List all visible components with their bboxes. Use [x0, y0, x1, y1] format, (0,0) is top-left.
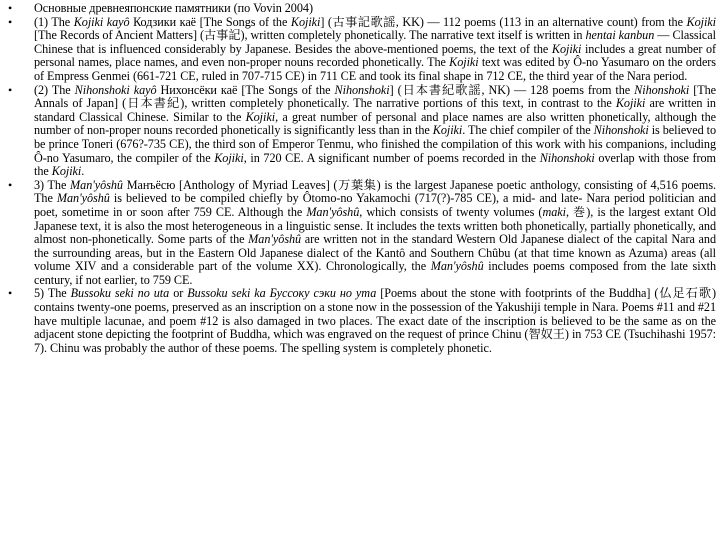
- italic-title-text: Kojiki: [449, 55, 479, 70]
- body-text: 3) The: [34, 177, 71, 192]
- body-text: or: [169, 286, 188, 301]
- list-item-0: [0, 2, 720, 16]
- body-text: [The Records of Ancient Matters] (古事記), written completely phonetically. The narrative text itself is written in: [34, 28, 586, 43]
- list-item-1-kojiki: [0, 16, 720, 84]
- italic-title-text: Man'yôshû: [56, 191, 110, 206]
- italic-title-text: Man'yôshû: [248, 232, 302, 247]
- body-text: , which consists of twenty volumes (: [359, 204, 543, 219]
- italic-title-text: Nihonshoki kayô: [74, 82, 157, 97]
- body-text: are written in standard Classical Chinese. Similar to the: [34, 96, 716, 124]
- body-text: 5) The: [34, 286, 71, 301]
- list-item-text: [34, 15, 716, 83]
- list-item-text: [34, 1, 313, 15]
- list-item-text: [34, 178, 716, 287]
- italic-title-text: Kojiki: [551, 41, 582, 56]
- italic-title-text: Kojiki: [615, 96, 646, 111]
- list-item-2-nihonshoki: [0, 84, 720, 179]
- list-item-text: [34, 286, 716, 354]
- italic-title-text: Bussoku seki ka Буссоку сэки но ута: [187, 286, 377, 301]
- body-text: text was edited by Ô-no Yasumaro on the orders of Empress Genmei (661-721 CE, ruled in 707-715 CE) in 711 CE and took its final shape in 712 CE, the third year of the Nara period.: [34, 55, 717, 83]
- bullet-marker: •: [8, 177, 13, 192]
- body-text: overlap with those from the: [34, 150, 716, 179]
- body-text: . The chief compiler of the: [462, 123, 594, 138]
- body-text: ] (日本書紀歌謡, NK) — 128 poems from the: [389, 82, 635, 97]
- list-item-text: [34, 83, 716, 179]
- body-text: includes poems composed from the late sixth century, if not earlier, to 759 CE.: [34, 259, 716, 287]
- italic-title-text: maki: [542, 204, 566, 219]
- italic-title-text: Kojiki: [51, 164, 82, 179]
- italic-title-text: Bussoku seki no uta: [70, 286, 170, 301]
- italic-title-text: Man'yôshû: [306, 204, 360, 219]
- body-text: [Poems about the stone with footprints of the Buddha] (仏足石歌) contains twenty-one poems, preserved as an inscription on a stone now in the possession of the Yakushiji temple in Nara. Poems #11 and #21 have multiple lacunae, and poem #12 is also damaged in two places. The exact date of the inscription is believed to be the same as on the adjacent stone depicting the footprint of Buddha, which was engraved on the request of prince Chinu (智奴王) in 753 CE (Tsuchihashi 1957: 7). Chinu was probably the author of these poems. The spelling system is completely phonetic.: [34, 286, 716, 355]
- bullet-marker: •: [8, 14, 13, 29]
- italic-title-text: Kojiki: [686, 14, 716, 29]
- body-text: .: [81, 164, 85, 179]
- italic-title-text: Nihonshoki: [539, 150, 595, 165]
- body-text: Манъёсю [Anthology of Myriad Leaves] (万葉集) is the largest Japanese poetic anthology, consisting of 4,516 poems. The: [34, 177, 717, 206]
- body-text: , a great number of personal and place names are also written phonetically, although the number of non-proper nouns recorded phonetically is significantly less than in the: [34, 109, 716, 138]
- body-text: (2) The: [34, 82, 75, 97]
- body-text: , 巻), is the largest extant Old Japanese text, it is also the most heterogeneous in a linguistic sense. It includes the texts written both phonetically, partially phonetically, and almost non-phonetically. Some parts of the: [34, 204, 717, 247]
- bullet-marker: •: [8, 1, 13, 15]
- italic-title-text: Kojiki: [290, 14, 321, 29]
- body-text: are written not in the standard Western Old Japanese dialect of the capital Nara and the surrounding areas, but in the Eastern Old Japanese dialect of the Kantô and Southern Chûbu (at that time known as Azuma) areas (all volume XIV and a considerable part of the volume XX). Chronologically, the: [34, 232, 716, 274]
- list-item-3-manyoshu: [0, 179, 720, 288]
- body-text: includes a great number of personal names, place names, and even non-proper nouns recorded phonetically. The: [34, 41, 716, 70]
- body-text: — Classical Chinese that is influenced considerably by Japanese. Besides the above-mentioned poems, the text of the: [34, 28, 716, 56]
- body-text: (1) The: [34, 14, 74, 29]
- body-text: Кодзики каё [The Songs of the: [129, 14, 291, 29]
- italic-title-text: Nihonshoki: [593, 123, 649, 138]
- italic-title-text: Kojiki: [432, 123, 463, 138]
- italic-title-text: Kojiki kayô: [73, 14, 130, 29]
- body-text: Основные древнеяпонские памятники (по Vovin 2004): [34, 1, 313, 15]
- body-text: , in 720 CE. A significant number of poems recorded in the: [243, 150, 540, 165]
- bullet-marker: •: [8, 286, 13, 301]
- italic-title-text: Kojiki: [214, 150, 244, 165]
- bullet-marker: •: [8, 82, 13, 97]
- italic-title-text: Kojiki: [245, 109, 276, 124]
- body-text: ] (古事記歌謡, KK) — 112 poems (113 in an alternative count) from the: [320, 14, 687, 29]
- body-text: is believed to be compiled chiefly by Ôtomo-no Yakamochi (717(?)-785 CE), a mid- and late- Nara period politician and poet, sometime in or soon after 759 CE. Although the: [34, 191, 716, 219]
- italic-title-text: Nihonshoki: [634, 82, 690, 97]
- italic-title-text: Man'yôshû: [430, 259, 484, 274]
- bullet-list: [0, 2, 720, 355]
- italic-title-text: hentai kanbun: [585, 28, 655, 43]
- italic-title-text: Man'yôshû: [70, 177, 123, 192]
- body-text: Нихонсёки каё [The Songs of the: [156, 82, 335, 97]
- list-item-4-bussoku-seki: [0, 287, 720, 355]
- body-text: [The Annals of Japan] (日本書紀), written completely phonetically. The narrative portions of this text, in contrast to the: [34, 82, 717, 111]
- body-text: is believed to be prince Toneri (676?-735 CE), the third son of Emperor Tenmu, who finished the compilation of this work with his companions, including Ô-no Yasumaro, the compiler of the: [34, 123, 717, 165]
- italic-title-text: Nihonshoki: [334, 82, 390, 97]
